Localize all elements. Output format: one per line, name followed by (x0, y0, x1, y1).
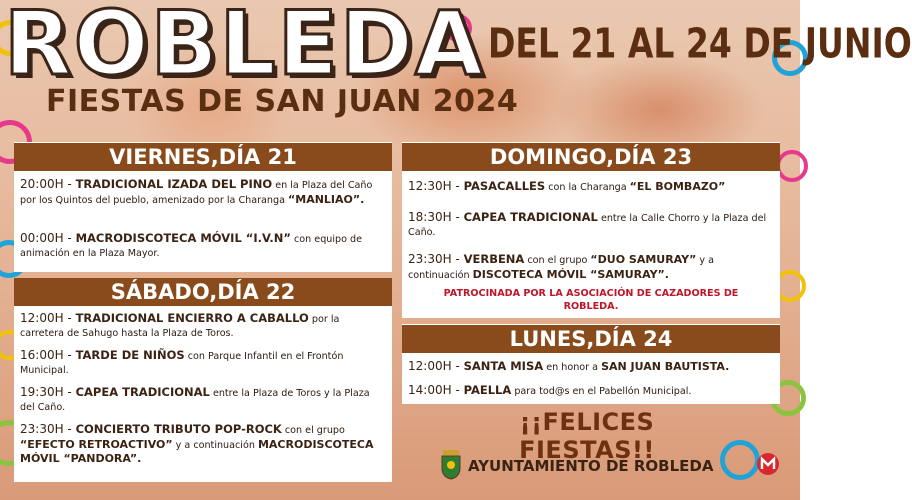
felices-fiestas-banner: ¡¡FELICES FIESTAS!! (519, 408, 655, 464)
event-izada-pino (20, 178, 386, 207)
confetti-decoration (720, 440, 760, 480)
day-header-sunday: DOMINGO,DÍA 23 (402, 143, 780, 171)
event-name: CAPEA TRADICIONAL (75, 385, 210, 399)
event-time: 12:00H - (20, 311, 76, 325)
organizer-name: AYUNTAMIENTO DE ROBLEDA (468, 457, 714, 475)
event-verbena (408, 253, 774, 282)
event-time: 00:00H - (20, 231, 76, 245)
event-description: con equipo de animación en la Plaza Mayor. (20, 234, 363, 259)
event-description: y a continuación (408, 255, 714, 281)
event-time: 23:30H - (20, 422, 76, 436)
event-name: PASACALLES (463, 179, 546, 193)
coat-of-arms-icon (440, 450, 462, 480)
event-time: 12:00H - (408, 359, 464, 373)
event-pasacalles (408, 180, 774, 195)
event-name: CAPEA TRADICIONAL (463, 210, 598, 224)
event-time: 12:30H - (408, 179, 464, 193)
event-paella (408, 384, 774, 399)
event-name: VERBENA (463, 252, 525, 266)
event-name: CONCIERTO TRIBUTO POP-ROCK (75, 422, 282, 436)
event-description: por la carretera de Sahugo hasta la Plaza de Toros. (20, 314, 340, 339)
event-description: con la Charanga (545, 182, 630, 193)
event-highlight: SAN JUAN BAUTISTA. (601, 360, 730, 373)
event-highlight: “DUO SAMURAY” (590, 253, 697, 266)
event-capea-sabado (20, 386, 386, 414)
poster-subtitle: FIESTAS DE SAN JUAN 2024 (46, 84, 519, 119)
event-description: con el grupo (524, 255, 591, 266)
event-time: 14:00H - (408, 383, 464, 397)
event-name: SANTA MISA (463, 359, 544, 373)
event-description: entre la Calle Chorro y la Plaza del Caño. (408, 213, 767, 238)
event-name: PAELLA (463, 383, 512, 397)
day-header-friday: VIERNES,DÍA 21 (14, 143, 392, 171)
event-highlight: “EL BOMBAZO” (629, 180, 726, 193)
event-time: 16:00H - (20, 348, 76, 362)
event-time: 20:00H - (20, 177, 76, 191)
event-santa-misa (408, 360, 774, 375)
event-description: con el grupo (281, 425, 345, 436)
municipal-logo-icon (756, 452, 780, 476)
event-name: MACRODISCOTECA MÓVIL “I.V.N” (75, 231, 291, 245)
event-highlight: MACRODISCOTECA MÓVIL “PANDORA”. (20, 437, 374, 465)
event-time: 19:30H - (20, 385, 76, 399)
event-highlight: “EFECTO RETROACTIVO” (20, 437, 173, 451)
event-time: 18:30H - (408, 210, 464, 224)
event-name: TRADICIONAL IZADA DEL PINO (75, 177, 273, 191)
event-description: entre la Plaza de Toros y la Plaza del Caño. (20, 388, 370, 413)
event-tarde-ninos (20, 349, 386, 377)
day-header-saturday: SÁBADO,DÍA 22 (14, 278, 392, 306)
event-highlight: DISCOTECA MÓVIL “SAMURAY”. (472, 267, 669, 281)
event-macrodiscoteca-ivn (20, 232, 386, 260)
event-capea-domingo (408, 211, 774, 239)
event-name: TARDE DE NIÑOS (75, 348, 185, 362)
event-name: TRADICIONAL ENCIERRO A CABALLO (75, 311, 309, 325)
date-range: DEL 21 AL 24 DE JUNIO (488, 18, 912, 68)
event-description: en honor a (543, 362, 602, 373)
event-description: y a continuación (172, 439, 258, 451)
event-highlight: “MANLIAO”. (288, 192, 365, 206)
sponsor-note: PATROCINADA POR LA ASOCIACIÓN DE CAZADORES DE ROBLEDA. (443, 288, 739, 312)
day-header-monday: LUNES,DÍA 24 (402, 325, 780, 353)
poster-title: ROBLEDA (4, 0, 485, 95)
event-concierto-tributo (20, 423, 386, 467)
confetti-decoration (776, 150, 808, 182)
event-description: con Parque Infantil en el Frontón Municipal. (20, 351, 344, 376)
event-description: para tod@s en el Pabellón Municipal. (511, 386, 692, 397)
event-time: 23:30H - (408, 252, 464, 266)
event-description: en la Plaza del Caño por los Quintos del pueblo, amenizado por la Charanga (20, 180, 373, 206)
event-encierro-caballo (20, 312, 386, 340)
